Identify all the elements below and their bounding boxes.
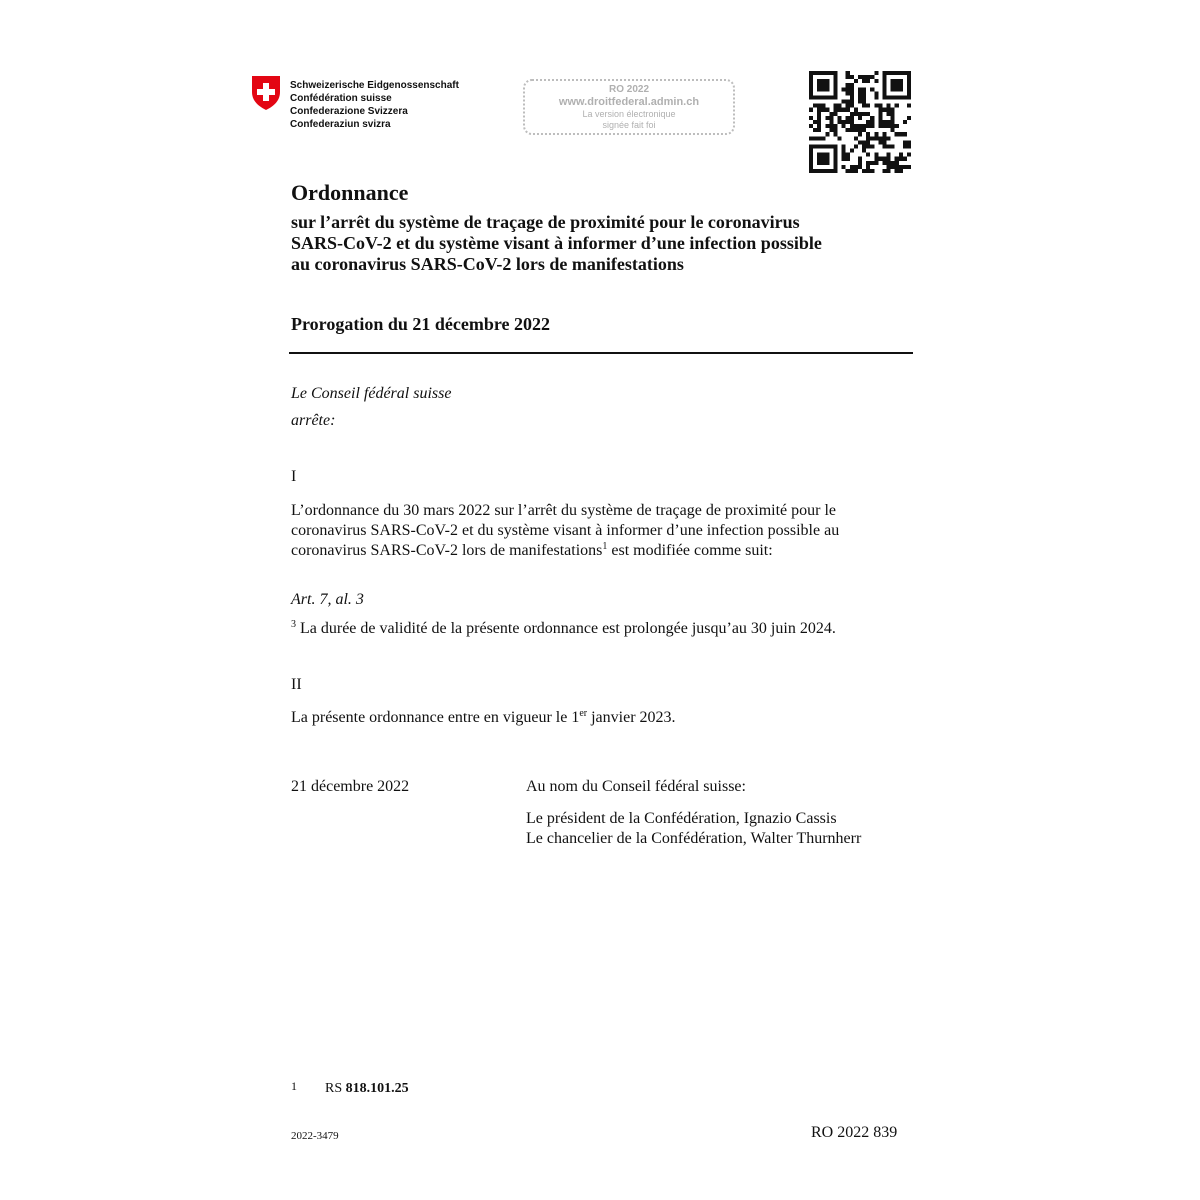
- paragraph-number: 3: [291, 619, 296, 630]
- document-number: 2022-3479: [291, 1130, 339, 1142]
- footnote-reference-number: 818.101.25: [345, 1081, 409, 1096]
- footnote-prefix: RS: [325, 1081, 346, 1096]
- signatory-president: Le président de la Confédération, Ignazio Cassis: [526, 810, 837, 827]
- section-heading-ii: II: [291, 676, 302, 693]
- signatory-chancellor: Le chancelier de la Confédération, Walter Thurnherr: [526, 830, 862, 847]
- document-subtitle-line-3: au coronavirus SARS-CoV-2 lors de manifestations: [291, 254, 684, 274]
- official-collection-reference: RO 2022 839: [811, 1124, 898, 1141]
- title-divider: [289, 352, 913, 354]
- footnote-text: [325, 1080, 409, 1098]
- section-i-line-3-text: coronavirus SARS-CoV-2 lors de manifestations: [291, 542, 603, 559]
- federation-name-fr: Confédération suisse: [290, 93, 392, 104]
- federation-name-it: Confederazione Svizzera: [290, 106, 408, 117]
- section-heading-i: I: [291, 468, 297, 485]
- stamp-note-1: La version électronique: [582, 109, 676, 119]
- stamp-collection: RO 2022: [608, 84, 650, 95]
- signature-heading: Au nom du Conseil fédéral suisse:: [526, 778, 746, 795]
- document-subtitle-line-2: SARS-CoV-2 et du système visant à informer d’une infection possible: [291, 233, 822, 253]
- qr-code-icon: [809, 71, 911, 173]
- entry-into-force-text: La présente ordonnance entre en vigueur le 1: [291, 709, 580, 726]
- document-subtitle-line-1: sur l’arrêt du système de traçage de proximité pour le coronavirus: [291, 212, 800, 232]
- entry-into-force-ordinal: er: [579, 708, 588, 719]
- prorogation-heading: Prorogation du 21 décembre 2022: [291, 314, 550, 334]
- stamp-url: www.droitfederal.admin.ch: [558, 96, 700, 108]
- footnote-reference[interactable]: 1: [602, 541, 608, 552]
- federation-name-rm: Confederaziun svizra: [290, 119, 391, 130]
- section-i-line-1: L’ordonnance du 30 mars 2022 sur l’arrêt du système de traçage de proximité pour le: [291, 502, 837, 519]
- footnote-number: 1: [291, 1079, 297, 1093]
- preamble-authority: Le Conseil fédéral suisse: [291, 385, 452, 402]
- article-paragraph: [291, 619, 836, 639]
- preamble-decrees: arrête:: [291, 412, 336, 429]
- stamp-note-2: signée fait foi: [602, 120, 656, 130]
- section-i-line-3: [291, 541, 773, 561]
- entry-into-force-rest: janvier 2023.: [587, 709, 676, 726]
- article-paragraph-text: La durée de validité de la présente ordonnance est prolongée jusqu’au 30 juin 2024.: [296, 620, 836, 637]
- electronic-signature-stamp: [523, 79, 735, 135]
- article-reference: Art. 7, al. 3: [291, 591, 364, 608]
- section-i-line-2: coronavirus SARS-CoV-2 et du système visant à informer d’une infection possible au: [291, 522, 840, 539]
- section-i-line-3-rest: est modifiée comme suit:: [607, 542, 773, 559]
- document-title: Ordonnance: [291, 180, 409, 205]
- swiss-coat-of-arms-icon: [251, 75, 281, 111]
- entry-into-force: [291, 708, 676, 728]
- federation-name-de: Schweizerische Eidgenossenschaft: [290, 80, 459, 91]
- signature-date: 21 décembre 2022: [291, 778, 410, 795]
